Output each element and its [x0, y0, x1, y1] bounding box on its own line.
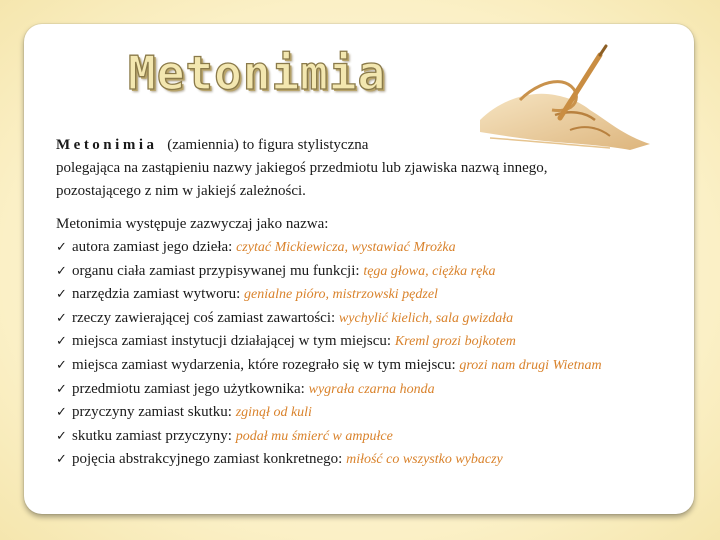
check-icon: ✓	[56, 310, 67, 326]
item-example: zginął od kuli	[235, 405, 312, 421]
list-item	[56, 378, 686, 402]
item-example: tęga głowa, ciężka ręka	[363, 263, 496, 279]
item-label: przedmiotu zamiast jego użytkownika:	[72, 380, 305, 397]
check-icon: ✓	[56, 287, 67, 303]
item-example: miłość co wszystko wybaczy	[346, 452, 503, 468]
list-item	[56, 307, 686, 331]
item-label: miejsca zamiast wydarzenia, które rozegrało się w tym miejscu:	[72, 356, 456, 373]
item-label: narzędzia zamiast wytworu:	[72, 286, 241, 303]
definition-line1: (zamiennia) to figura stylistyczna	[167, 137, 369, 153]
list-item	[56, 236, 686, 260]
check-icon: ✓	[56, 240, 67, 255]
item-example: wychylić kielich, sala gwizdała	[338, 310, 514, 326]
item-example: wygrała czarna honda	[308, 381, 435, 397]
definition	[56, 134, 686, 203]
check-icon: ✓	[56, 334, 67, 350]
item-label: skutku zamiast przyczyny:	[72, 427, 232, 444]
item-example: podał mu śmierć w ampułce	[235, 428, 393, 444]
item-label: rzeczy zawierającej coś zamiast zawartości:	[72, 309, 336, 326]
definition-line2: polegająca na zastąpieniu nazwy jakiegoś przedmiotu lub zjawiska nazwą innego,	[56, 160, 548, 176]
list-item	[56, 260, 686, 284]
check-icon: ✓	[56, 263, 67, 279]
item-label: organu ciała zamiast przypisywanej mu funkcji:	[72, 262, 360, 279]
list-item	[56, 425, 686, 449]
item-label: przyczyny zamiast skutku:	[72, 404, 232, 421]
list-item	[56, 401, 686, 425]
list-item	[56, 283, 686, 307]
item-example: Kreml grozi bojkotem	[394, 334, 516, 350]
content	[56, 134, 686, 472]
intro-text: Metonimia występuje zazwyczaj jako nazwa:	[56, 216, 329, 232]
item-example: czytać Mickiewicza, wystawiać Mrożka	[236, 240, 456, 255]
check-icon: ✓	[56, 357, 67, 373]
item-example: grozi nam drugi Wietnam	[459, 357, 602, 373]
check-icon: ✓	[56, 405, 67, 421]
slide-title: Metonimia	[128, 46, 387, 100]
definition-term: Metonimia	[56, 137, 158, 153]
list-item	[56, 330, 686, 354]
examples-list	[56, 236, 686, 472]
check-icon: ✓	[56, 452, 67, 468]
item-example: genialne pióro, mistrzowski pędzel	[244, 287, 438, 303]
item-label: miejsca zamiast instytucji działającej w tym miejscu:	[72, 333, 392, 350]
item-label: pojęcia abstrakcyjnego zamiast konkretnego:	[72, 451, 343, 468]
list-item	[56, 448, 686, 472]
list-item	[56, 354, 686, 378]
item-label: autora zamiast jego dzieła:	[72, 239, 233, 255]
check-icon: ✓	[56, 381, 67, 397]
definition-line3: pozostającego z nim w jakiejś zależności.	[56, 183, 306, 199]
check-icon: ✓	[56, 428, 67, 444]
